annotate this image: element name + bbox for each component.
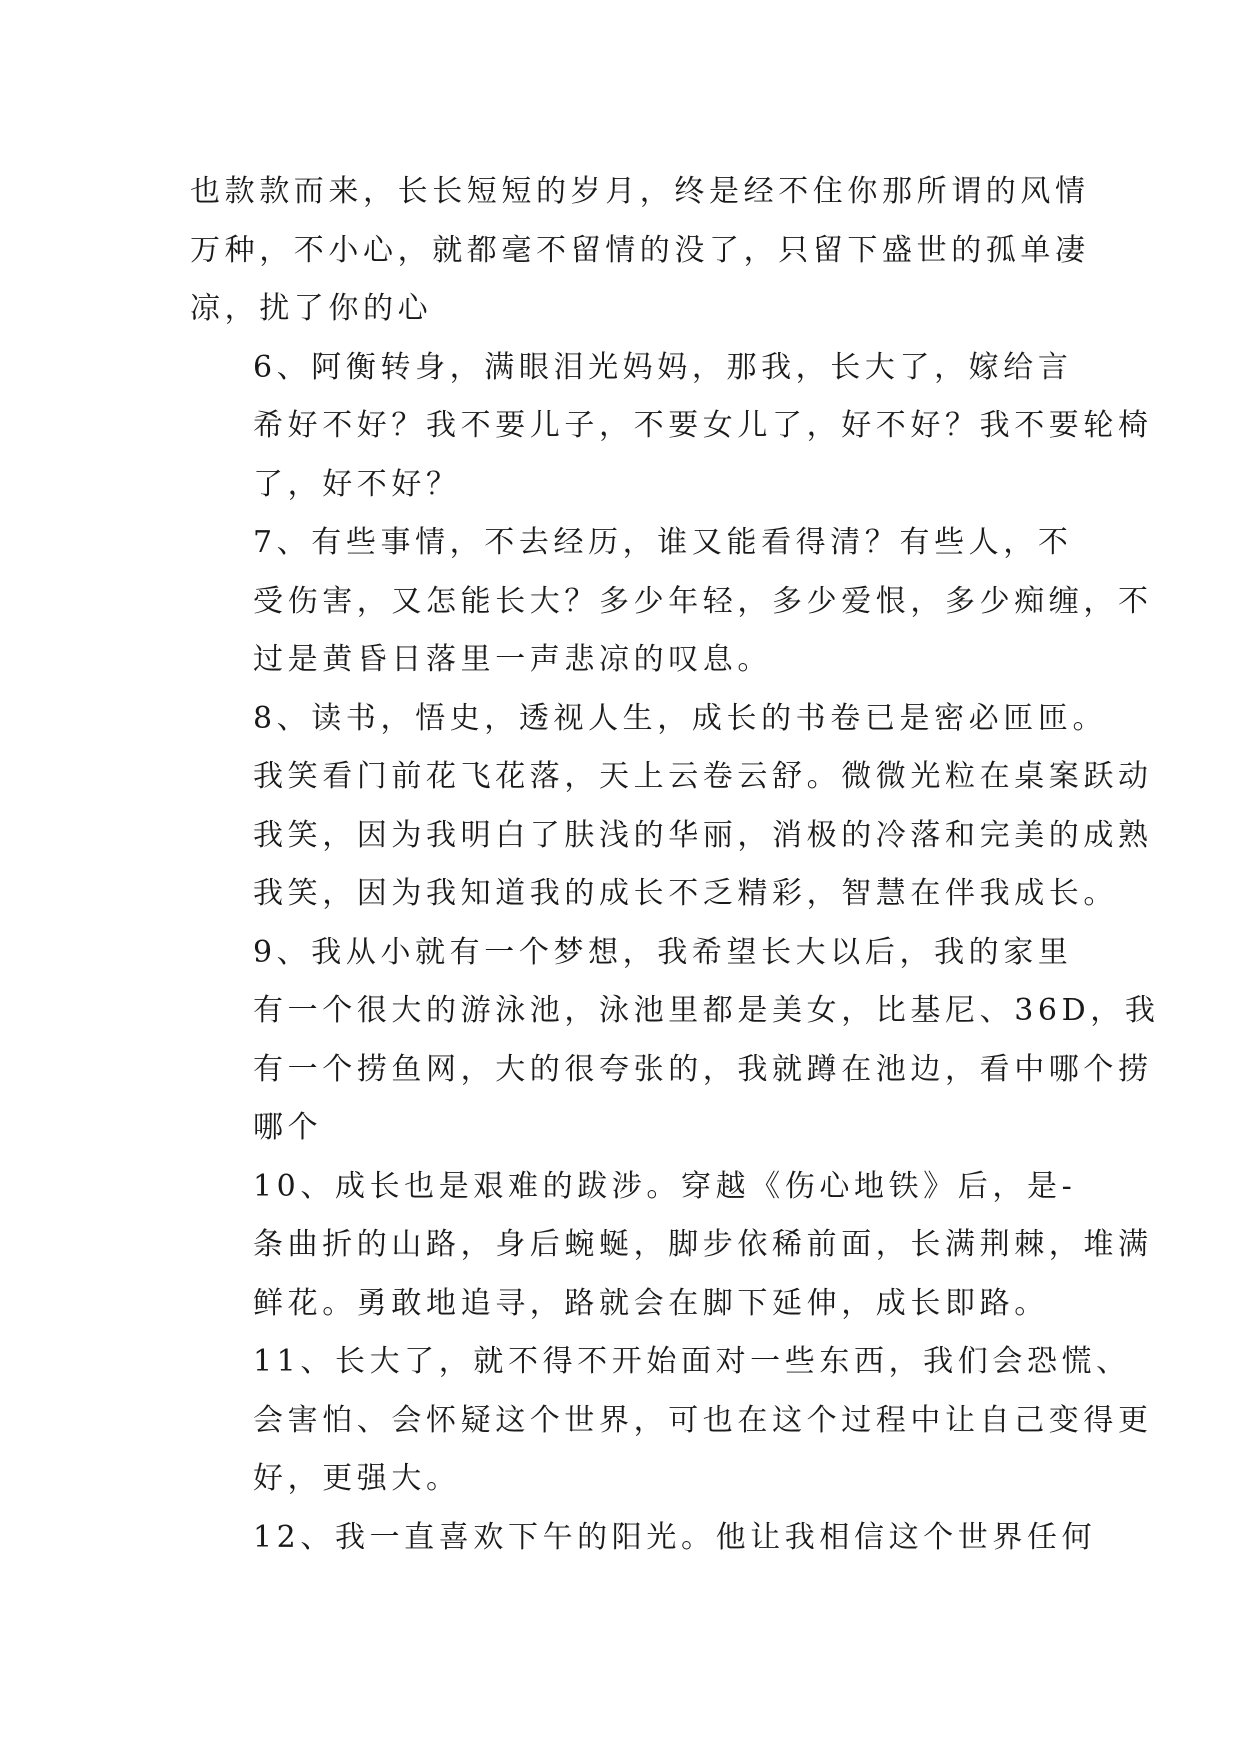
paragraph-11 xyxy=(190,1333,1153,1509)
text-line: 鲜花。勇敢地追寻，路就会在脚下延伸，成长即路。 xyxy=(253,1285,1049,1321)
paragraph-10 xyxy=(190,1158,1153,1334)
paragraph-12 xyxy=(190,1509,1097,1568)
text-line: 7、有些事情，不去经历，谁又能看得清？有些人，不 xyxy=(253,525,1073,560)
text-line: 6、阿衡转身，满眼泪光妈妈，那我，长大了，嫁给言 xyxy=(253,349,1073,385)
text-line: 我笑，因为我知道我的成长不乏精彩，智慧在伴我成长。 xyxy=(253,876,1118,911)
text-line: 万种，不小心，就都毫不留情的没了，只留下盛世的孤单凄 xyxy=(190,232,1090,268)
text-line: 我笑，因为我明白了肤浅的华丽，消极的冷落和完美的成熟 xyxy=(253,817,1153,853)
text-line: 了，好不好？ xyxy=(253,466,461,502)
text-line: 12、我一直喜欢下午的阳光。他让我相信这个世界任何 xyxy=(253,1519,1097,1555)
text-line: 希好不好？我不要儿子，不要女儿了，好不好？我不要轮椅 xyxy=(253,408,1153,443)
text-line: 有一个很大的游泳池，泳池里都是美女，比基尼、36D，我 xyxy=(253,993,1160,1028)
text-line: 我笑看门前花飞花落，天上云卷云舒。微微光粒在桌案跃动 xyxy=(253,759,1153,794)
text-line: 11、长大了，就不得不开始面对一些东西，我们会恐慌、 xyxy=(253,1344,1131,1379)
paragraph-8 xyxy=(190,690,1153,924)
text-line: 哪个 xyxy=(253,1110,323,1145)
text-line: 好，更强大。 xyxy=(253,1461,461,1496)
text-line: 有一个捞鱼网，大的很夸张的，我就蹲在池边，看中哪个捞 xyxy=(253,1051,1153,1087)
text-line: 受伤害，又怎能长大？多少年轻，多少爱恨，多少痴缠，不 xyxy=(253,583,1153,619)
text-line: 10、成长也是艰难的跋涉。穿越《伤心地铁》后，是- xyxy=(253,1168,1077,1204)
text-line: 凉，扰了你的心 xyxy=(190,291,433,326)
paragraph-6 xyxy=(190,339,1153,515)
paragraph-9 xyxy=(190,924,1160,1158)
text-line: 会害怕、会怀疑这个世界，可也在这个过程中让自己变得更 xyxy=(253,1402,1153,1438)
document-body xyxy=(190,163,1160,1567)
text-line: 也款款而来，长长短短的岁月，终是经不住你那所谓的风情 xyxy=(190,174,1090,209)
text-line: 9、我从小就有一个梦想，我希望长大以后，我的家里 xyxy=(253,934,1073,970)
text-line: 条曲折的山路，身后蜿蜒，脚步依稀前面，长满荆棘，堆满 xyxy=(253,1227,1153,1262)
text-line: 8、读书，悟史，透视人生，成长的书卷已是密必匝匝。 xyxy=(253,700,1108,736)
text-line: 过是黄昏日落里一声悲凉的叹息。 xyxy=(253,642,772,677)
paragraph-intro xyxy=(190,163,1090,339)
paragraph-7 xyxy=(190,514,1153,690)
